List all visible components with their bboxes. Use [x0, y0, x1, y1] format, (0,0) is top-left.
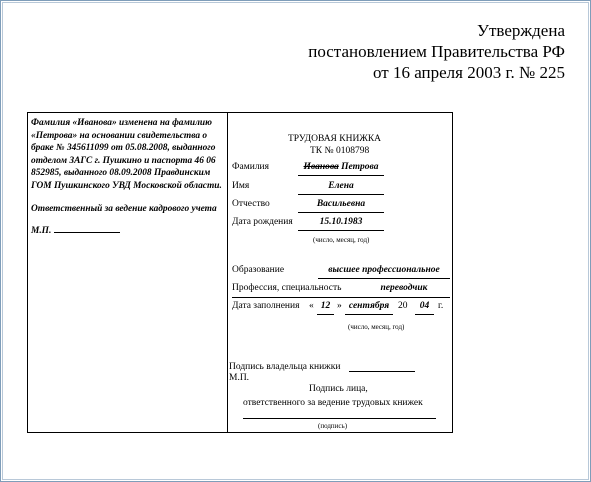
responsible-signature-line [243, 418, 436, 419]
dob-hint: (число, месяц, год) [313, 236, 370, 244]
filled-day: 12 [320, 301, 331, 311]
name-label: Имя [232, 181, 250, 191]
person-signature-label: Подпись лица, [309, 384, 368, 394]
work-book-form [27, 112, 453, 433]
responsible-note: Ответственный за ведение кадрового учета [31, 203, 217, 214]
surname-value [298, 162, 384, 172]
profession-value: переводчик [380, 283, 428, 293]
surname-label: Фамилия [232, 162, 270, 172]
filled-year-line [415, 314, 434, 315]
filled-month-line [345, 314, 393, 315]
profession-line [232, 297, 450, 298]
decode-hint: (подпись) [318, 422, 348, 430]
book-title: ТРУДОВАЯ КНИЖКА [288, 134, 382, 144]
column-divider [227, 113, 228, 432]
filled-day-line [317, 314, 334, 315]
filled-month: сентября [348, 301, 390, 311]
right-mp-label: М.П. [229, 373, 250, 383]
responsible-label: ответственного за ведение трудовых книжек [243, 398, 423, 408]
quote-close: » [337, 301, 342, 311]
left-mp-label: М.П. [31, 226, 52, 237]
owner-signature-line [349, 371, 415, 372]
filled-year: 04 [419, 301, 430, 311]
education-line [318, 278, 450, 279]
approval-line-1: Утверждена [476, 21, 565, 40]
surname-change-note: Фамилия «Иванова» изменена на фамилию «Петрова» на основании свидетельства о браке № 345611099 от 05.08.2008, выданного отделом ЗАГС г. Пушкино и паспорта 46 06 852985, выданного 08.09.2008 Правдинским ГОМ Пушкинского УВД Московской области. [31, 118, 222, 191]
year-suffix: г. [438, 301, 444, 311]
book-number: ТК № 0108798 [310, 146, 370, 156]
profession-label: Профессия, специальность [232, 283, 342, 293]
left-note [31, 117, 223, 238]
surname-new: Петрова [341, 162, 379, 172]
education-label: Образование [232, 265, 285, 275]
surname-old: Иванова [303, 162, 339, 172]
dob-label: Дата рождения [232, 217, 293, 227]
name-value: Елена [328, 181, 354, 191]
dob-value: 15.10.1983 [319, 217, 363, 227]
filled-century: 20 [398, 301, 408, 311]
surname-line [298, 175, 384, 176]
quote-open: « [309, 301, 314, 311]
approval-line-2: постановлением Правительства РФ [308, 42, 565, 61]
education-value: высшее профессиональное [328, 265, 440, 275]
approval-line-3: от 16 апреля 2003 г. № 225 [373, 63, 565, 82]
filled-hint: (число, месяц, год) [348, 323, 405, 331]
patronymic-label: Отчество [232, 199, 270, 209]
owner-signature-label: Подпись владельца книжки [229, 362, 341, 372]
name-line [298, 194, 384, 195]
filled-label: Дата заполнения [232, 301, 300, 311]
patronymic-value: Васильевна [316, 199, 366, 209]
left-signature-line [54, 232, 120, 233]
left-stamp [31, 225, 223, 238]
patronymic-line [298, 212, 384, 213]
dob-line [298, 230, 384, 231]
